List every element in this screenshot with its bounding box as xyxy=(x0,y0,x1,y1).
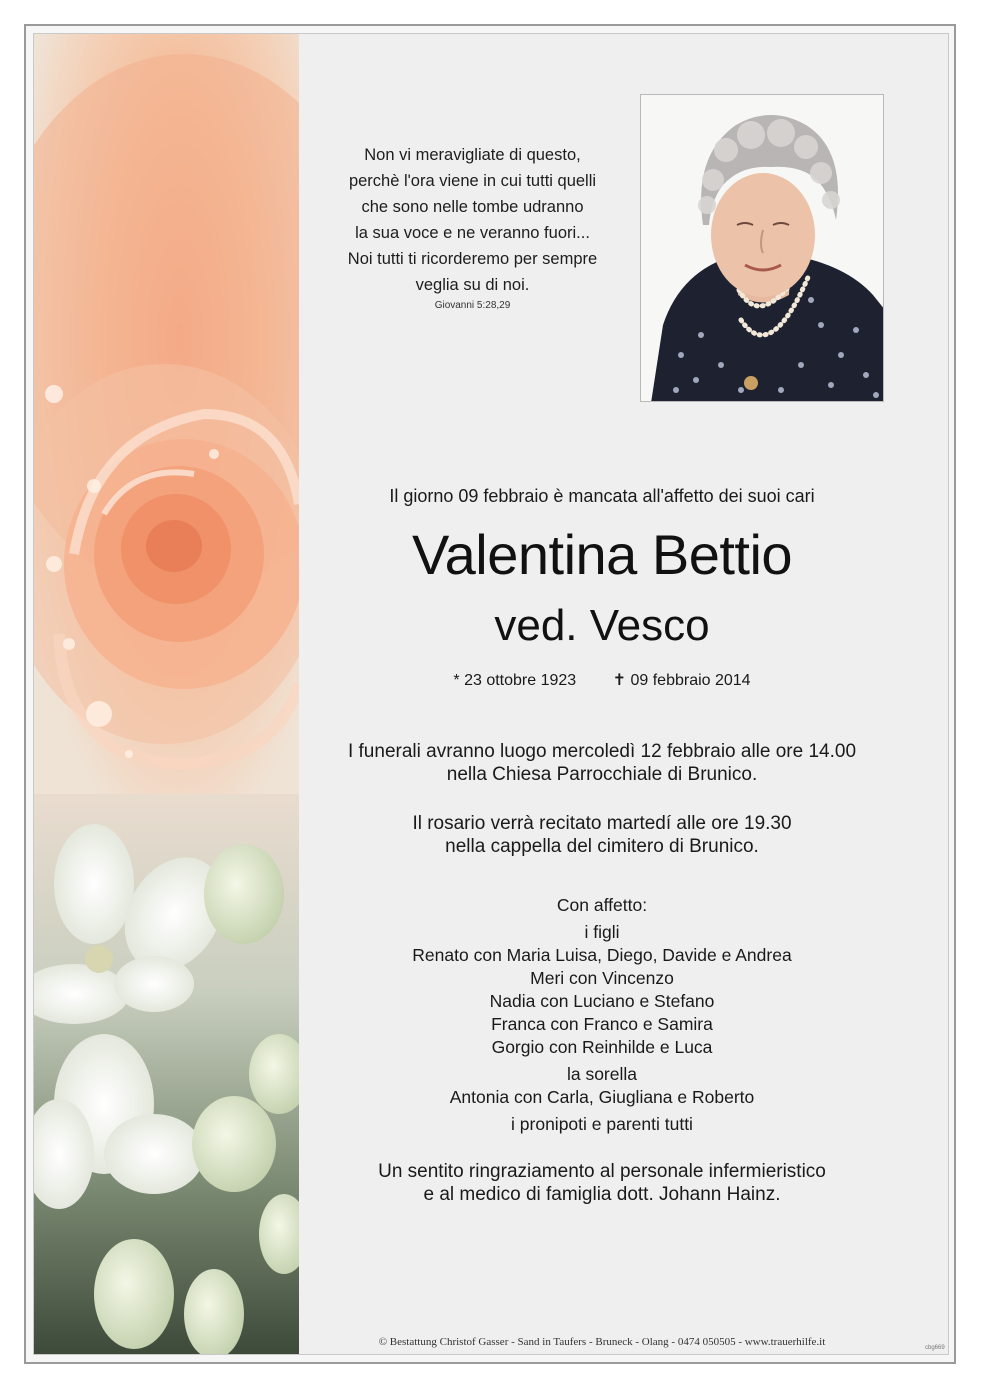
funeral-line: nella Chiesa Parrocchiale di Brunico. xyxy=(446,764,758,785)
funeral-info xyxy=(300,740,904,786)
quote-line: perchè l'ora viene in cui tutti quelli xyxy=(348,172,597,190)
rose-flower-image xyxy=(34,34,299,1354)
mourner-line: Gorgio con Reinhilde e Luca xyxy=(491,1037,713,1057)
quote-line: la sua voce e ne veranno fuori... xyxy=(355,224,590,242)
sister-label: la sorella xyxy=(566,1064,638,1084)
mourner-line: Meri con Vincenzo xyxy=(530,968,674,988)
mourner-line: Nadia con Luciano e Stefano xyxy=(489,991,715,1011)
document-code: cbg669 xyxy=(925,1345,945,1351)
announcement-content xyxy=(300,34,948,1354)
quote-line: che sono nelle tombe udranno xyxy=(361,198,584,216)
thanks-line: Un sentito ringraziamento al personale infermieristico xyxy=(378,1161,826,1182)
life-dates xyxy=(300,670,904,690)
rosary-line: Il rosario verrà recitato martedí alle ore 19.30 xyxy=(412,813,792,834)
footer-credit: © Bestattung Christof Gasser - Sand in Taufers - Bruneck - Olang - 0474 050505 - www.trauerhilfe.it xyxy=(378,1336,826,1348)
deceased-subname: ved. Vesco xyxy=(494,601,710,650)
rosary-line: nella cappella del cimitero di Brunico. xyxy=(445,836,759,857)
mourner-line: Antonia con Carla, Giugliana e Roberto xyxy=(449,1087,755,1107)
bible-quote xyxy=(320,142,625,314)
children-label: i figli xyxy=(584,922,620,942)
deceased-name: Valentina Bettio xyxy=(411,523,793,586)
portrait-photo xyxy=(640,94,884,402)
intro-text: Il giorno 09 febbraio è mancata all'affetto dei suoi cari xyxy=(389,486,815,506)
mourner-line: Franca con Franco e Samira xyxy=(491,1014,713,1034)
death-date: ✝ 09 febbraio 2014 xyxy=(612,672,751,689)
others-line: i pronipoti e parenti tutti xyxy=(511,1114,693,1134)
funeral-line: I funerali avranno luogo mercoledì 12 febbraio alle ore 14.00 xyxy=(347,741,857,762)
mourner-line: Renato con Maria Luisa, Diego, Davide e Andrea xyxy=(412,945,792,965)
mourners-list xyxy=(300,894,904,1136)
mourners-heading: Con affetto: xyxy=(556,895,648,915)
thanks-line: e al medico di famiglia dott. Johann Hainz. xyxy=(423,1184,781,1205)
thanks-text xyxy=(300,1160,904,1206)
quote-reference: Giovanni 5:28,29 xyxy=(434,300,511,311)
birth-date: * 23 ottobre 1923 xyxy=(453,672,577,689)
quote-line: Noi tutti ti ricorderemo per sempre xyxy=(347,250,598,268)
quote-line: veglia su di noi. xyxy=(415,276,530,294)
quote-line: Non vi meravigliate di questo, xyxy=(364,146,581,164)
rosary-info xyxy=(300,812,904,858)
